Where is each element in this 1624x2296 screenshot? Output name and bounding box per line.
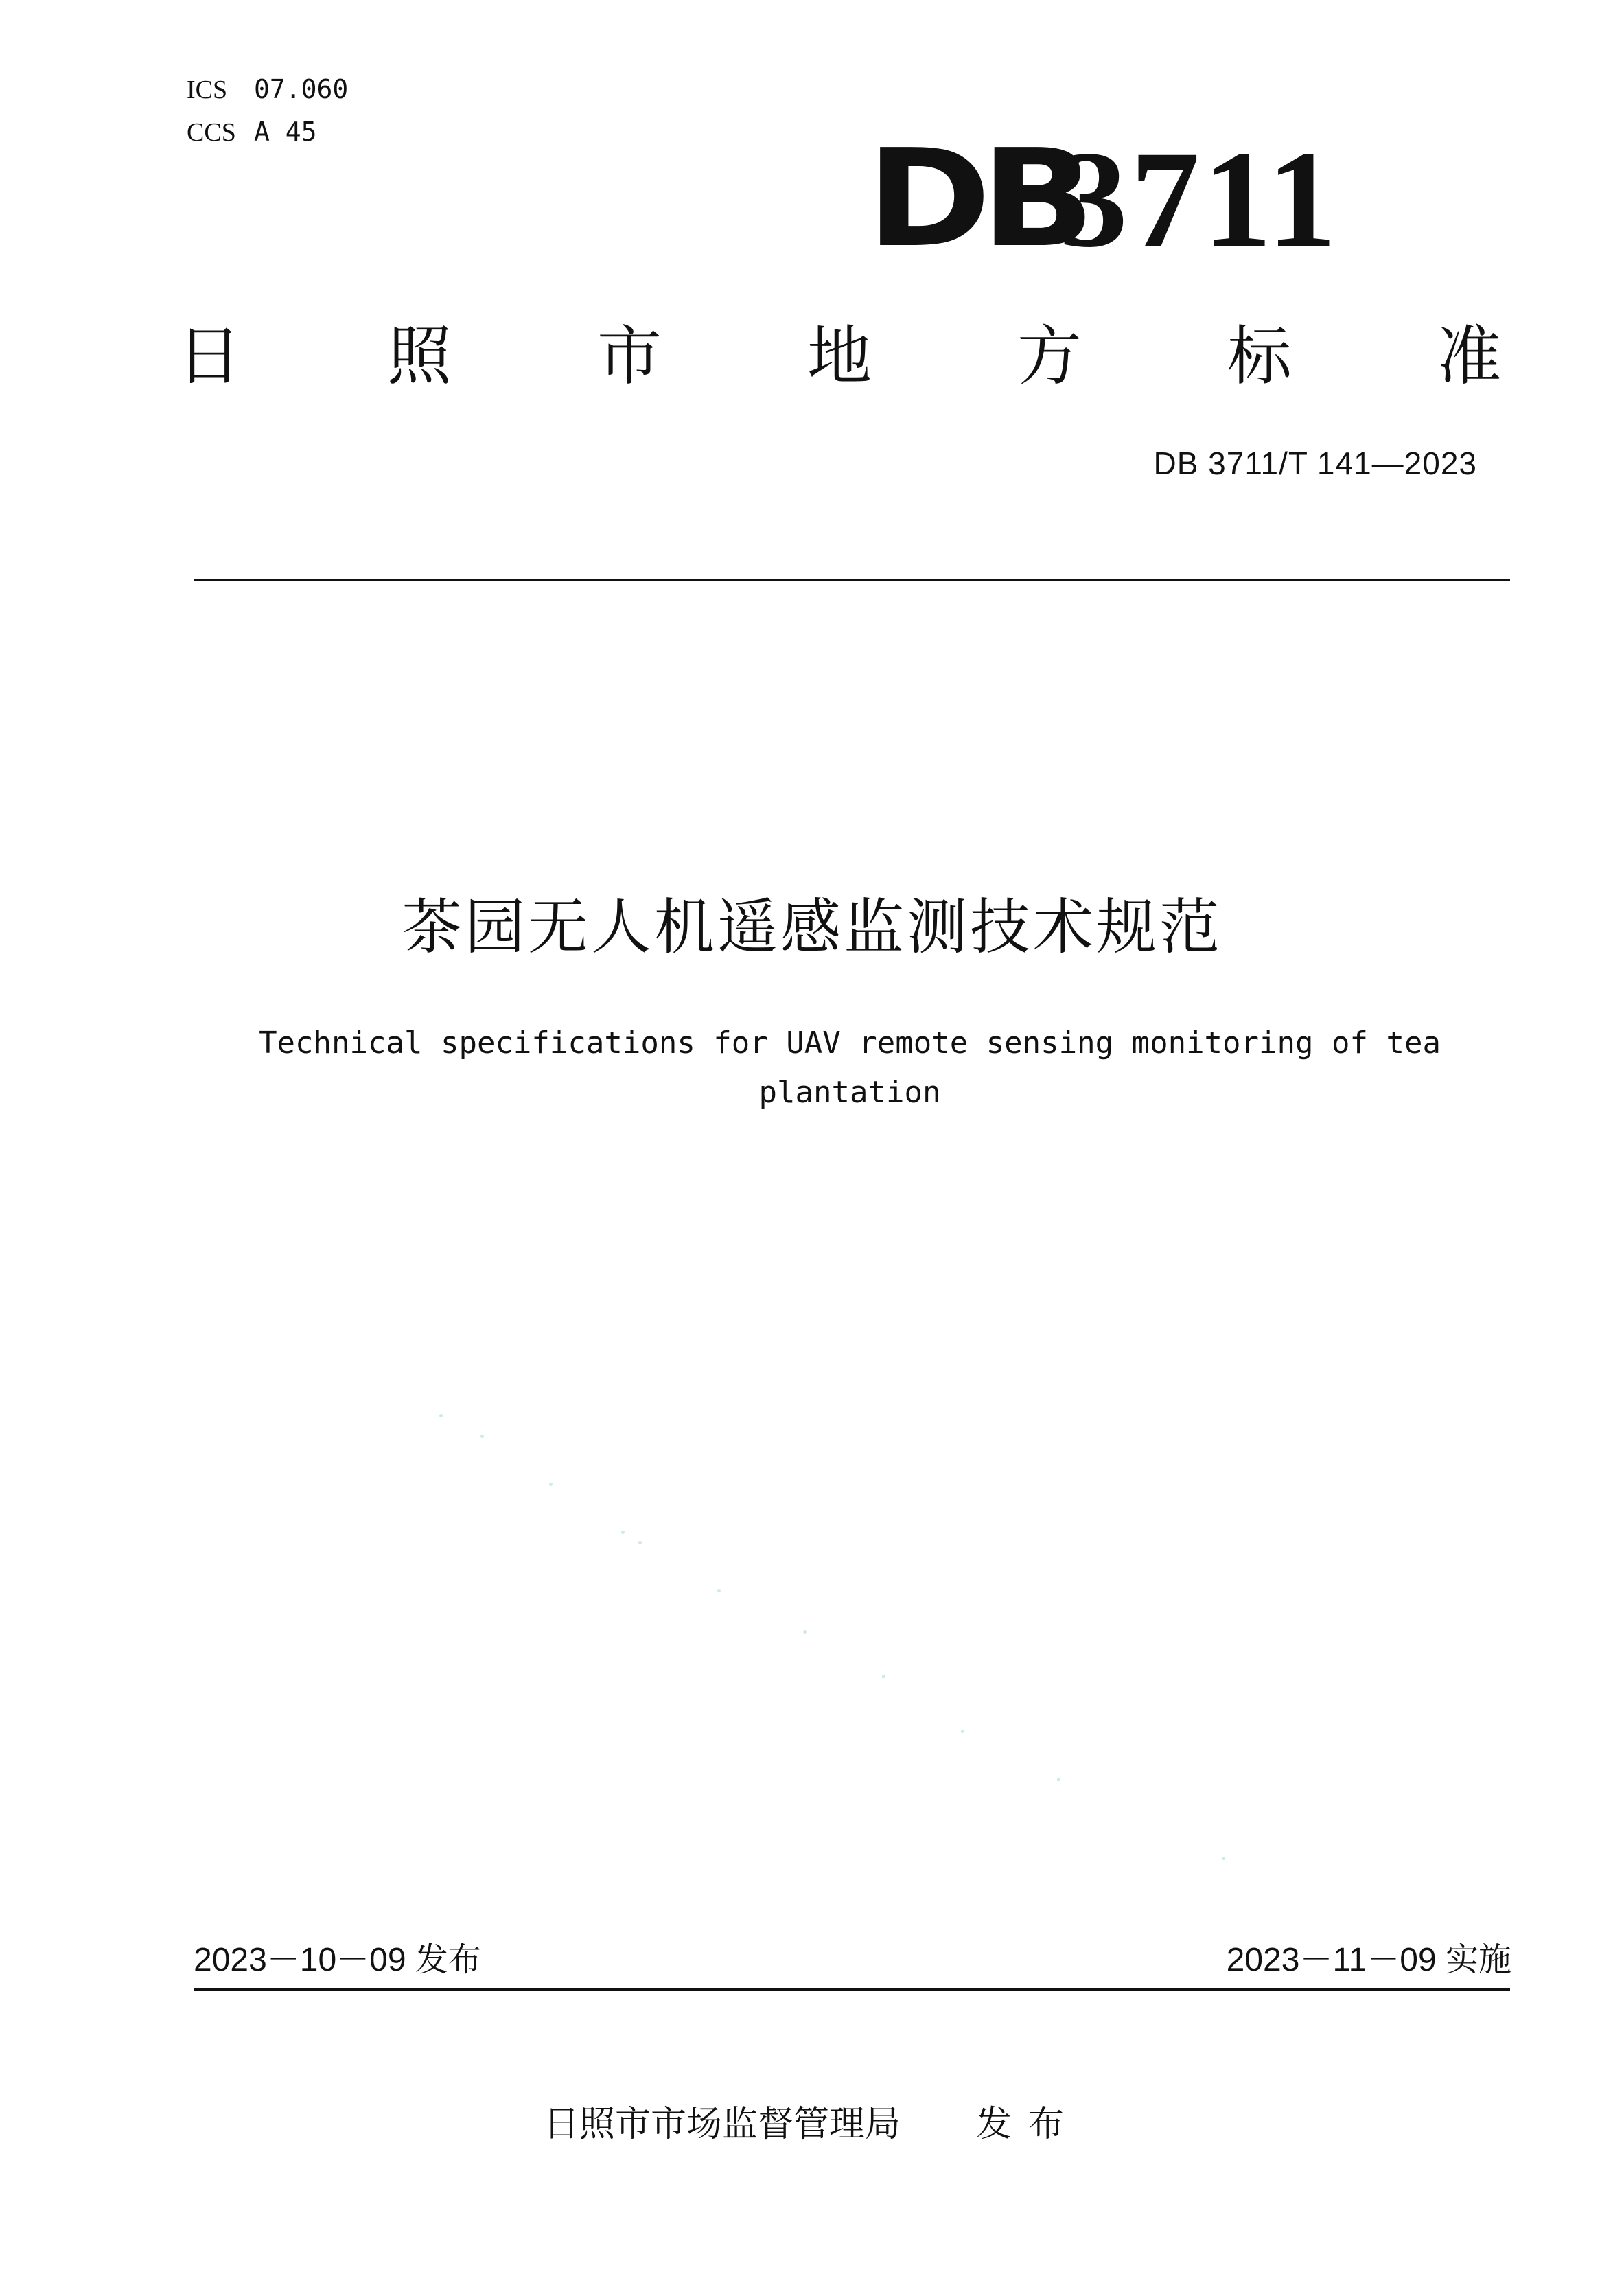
- issuer-line: [0, 2100, 1624, 2148]
- ics-value: 07.060: [254, 74, 349, 104]
- ccs-code: [187, 117, 317, 148]
- document-title-chinese: 茶园无人机遥感监测技术规范: [401, 892, 1222, 962]
- standard-type-heading: [177, 309, 1502, 394]
- document-title-english: Technical specifications for UAV remote sensing monitoring of tea plantation: [259, 1025, 1459, 1110]
- date-divider: [194, 1988, 1510, 1991]
- ccs-value: A 45: [254, 117, 317, 147]
- standard-type-char: 准: [1437, 318, 1502, 394]
- standard-type-char: 照: [386, 318, 452, 394]
- ics-label: ICS: [187, 76, 228, 104]
- standard-number: DB 3711/T 141—2023: [1153, 445, 1477, 481]
- issue-date: 2023－10－09 发布: [194, 1942, 481, 1978]
- standard-type-char: 日: [177, 318, 242, 394]
- db-number: 3711: [1058, 122, 1339, 276]
- issuer-action: 发布: [976, 2104, 1081, 2145]
- standard-type-char: 标: [1227, 318, 1292, 394]
- implementation-date: 2023－11－09 实施: [1226, 1942, 1511, 1978]
- db-prefix: DB: [866, 121, 1085, 277]
- ics-code: [187, 74, 348, 105]
- standard-type-char: 方: [1017, 318, 1082, 394]
- header-divider: [194, 579, 1510, 581]
- ccs-label: CCS: [187, 118, 236, 147]
- db-mark: [866, 121, 1339, 277]
- issuer-name: 日照市市场监督管理局: [543, 2104, 901, 2145]
- standard-type-char: 市: [596, 318, 662, 394]
- standard-type-char: 地: [807, 318, 872, 394]
